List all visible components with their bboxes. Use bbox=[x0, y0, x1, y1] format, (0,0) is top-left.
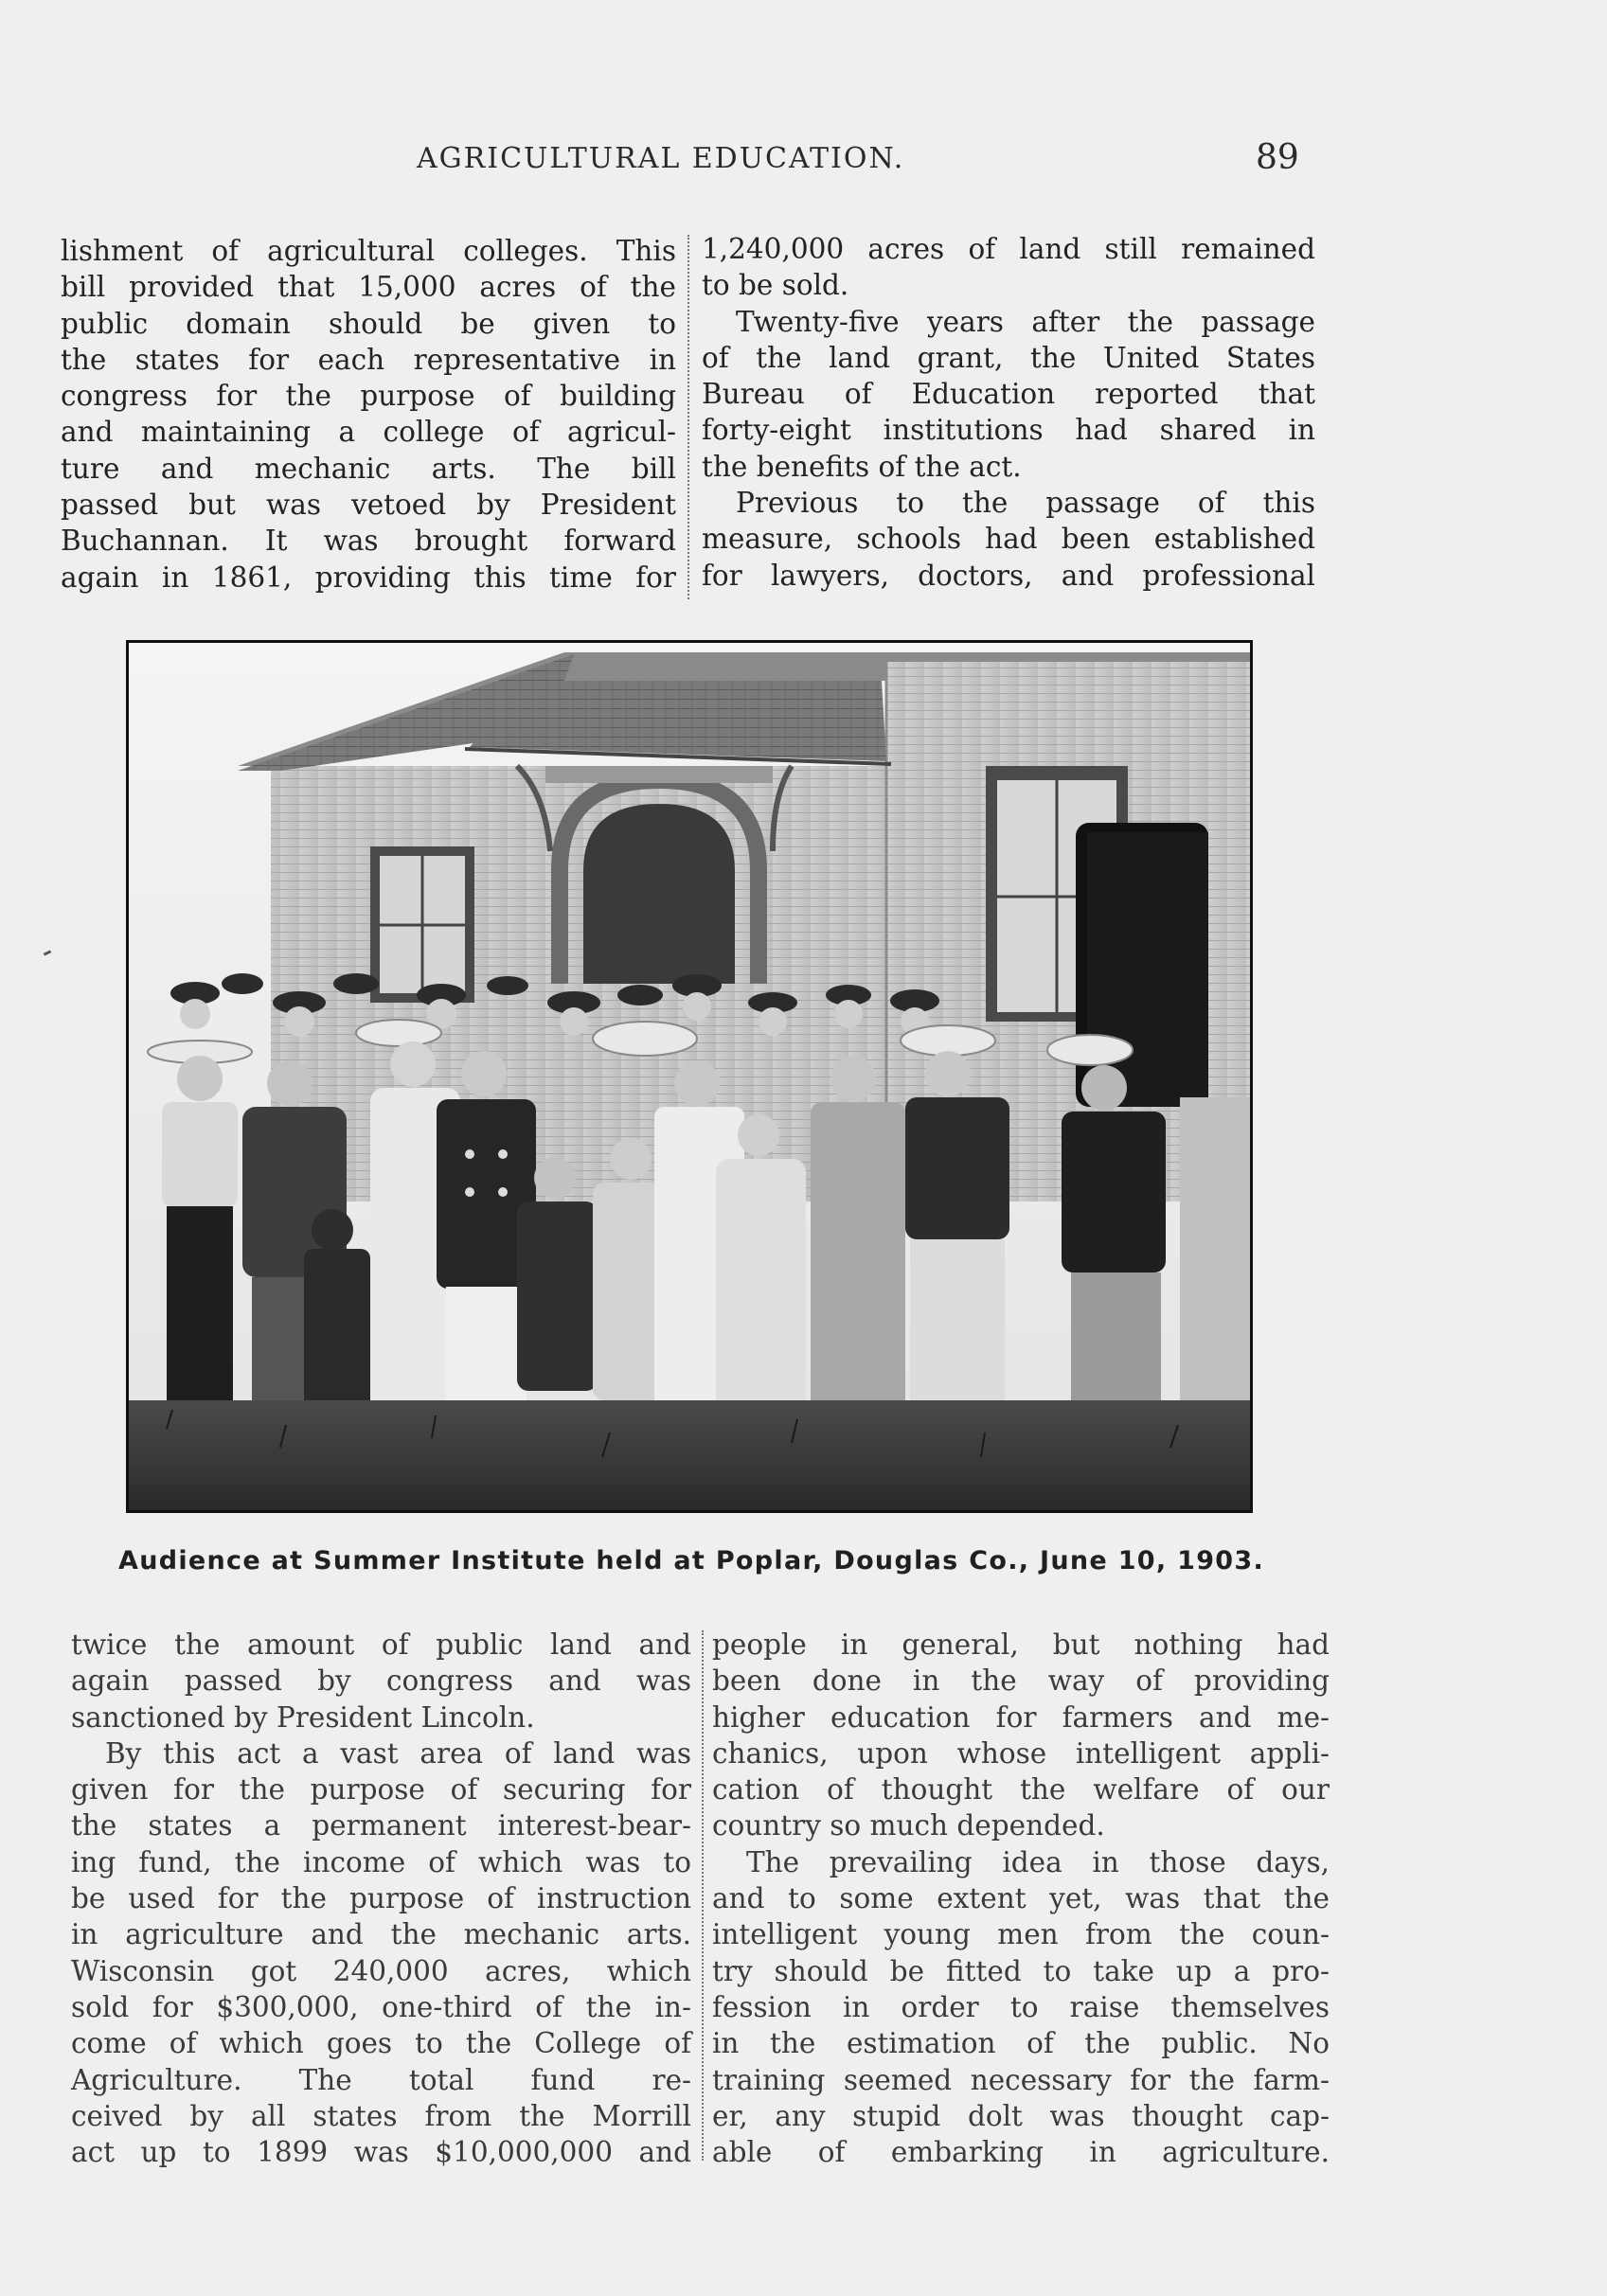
text-line: forty-eight institutions had shared in bbox=[702, 414, 1315, 447]
text-line: higher education for farmers and me- bbox=[712, 1700, 1330, 1734]
text-line: the states for each representative in bbox=[61, 343, 676, 376]
column-divider bbox=[702, 1630, 704, 2161]
text-line: ing fund, the income of which was to bbox=[71, 1845, 691, 1878]
top-right-column bbox=[702, 231, 1315, 594]
text-line: twice the amount of public land and bbox=[71, 1629, 691, 1661]
text-line: able of embarking in agriculture. bbox=[712, 2136, 1330, 2169]
text-line: and to some extent yet, was that the bbox=[712, 1882, 1330, 1915]
text-line: fession in order to raise themselves bbox=[712, 1990, 1330, 2023]
text-line: intelligent young men from the coun- bbox=[712, 1918, 1330, 1951]
running-title: AGRICULTURAL EDUCATION. bbox=[417, 142, 905, 175]
text-line: be used for the purpose of instruction bbox=[71, 1882, 691, 1915]
text-line: and maintaining a college of agricul- bbox=[61, 416, 676, 449]
text-line: By this act a vast area of land was bbox=[105, 1736, 691, 1770]
text-line: cation of thought the welfare of our bbox=[712, 1773, 1330, 1807]
text-line: chanics, upon whose intelligent appli- bbox=[712, 1736, 1330, 1770]
text-line: ture and mechanic arts. The bill bbox=[61, 452, 676, 485]
text-line: bill provided that 15,000 acres of the bbox=[61, 271, 676, 304]
text-line: Bureau of Education reported that bbox=[702, 378, 1315, 411]
text-line: public domain should be given to bbox=[61, 307, 676, 340]
text-line: Buchannan. It was brought forward bbox=[61, 525, 676, 558]
column-divider bbox=[687, 235, 689, 599]
text-line: passed but was vetoed by President bbox=[61, 489, 676, 522]
text-line: come of which goes to the College of bbox=[71, 2027, 691, 2060]
text-line: ceived by all states from the Morrill bbox=[71, 2099, 691, 2132]
text-line: sold for $300,000, one-third of the in- bbox=[71, 1990, 691, 2023]
page-number: 89 bbox=[1256, 138, 1299, 177]
text-line: act up to 1899 was $10,000,000 and bbox=[71, 2136, 691, 2169]
text-line: the states a permanent interest-bear- bbox=[71, 1809, 691, 1842]
text-line: Agriculture. The total fund re- bbox=[71, 2063, 691, 2096]
text-line: in agriculture and the mechanic arts. bbox=[71, 1918, 691, 1951]
text-line: again in 1861, providing this time for bbox=[61, 561, 676, 594]
photograph bbox=[126, 640, 1253, 1513]
bottom-left-column bbox=[71, 1627, 691, 2170]
photo-caption: Audience at Summer Institute held at Poplar, Douglas Co., June 10, 1903. bbox=[118, 1546, 1265, 1575]
text-line: congress for the purpose of building bbox=[61, 380, 676, 413]
text-line: the benefits of the act. bbox=[702, 450, 1022, 483]
text-line: of the land grant, the United States bbox=[702, 341, 1315, 374]
text-line: to be sold. bbox=[702, 269, 849, 302]
text-line: Wisconsin got 240,000 acres, which bbox=[71, 1954, 691, 1987]
text-line: lishment of agricultural colleges. This bbox=[61, 235, 676, 267]
schoolhouse-group-photo bbox=[129, 643, 1250, 1510]
text-line: The prevailing idea in those days, bbox=[746, 1845, 1330, 1878]
text-line: sanctioned by President Lincoln. bbox=[71, 1700, 535, 1734]
bottom-right-column bbox=[712, 1627, 1330, 2170]
text-line: try should be fitted to take up a pro- bbox=[712, 1954, 1330, 1987]
text-line: er, any stupid dolt was thought cap- bbox=[712, 2099, 1330, 2132]
top-left-column bbox=[61, 233, 676, 596]
text-line: in the estimation of the public. No bbox=[712, 2027, 1330, 2060]
text-line: again passed by congress and was bbox=[71, 1664, 691, 1698]
text-line: been done in the way of providing bbox=[712, 1664, 1330, 1698]
text-line: Twenty-five years after the passage bbox=[736, 305, 1315, 338]
text-line: training seemed necessary for the farm- bbox=[712, 2063, 1330, 2096]
text-line: measure, schools had been established bbox=[702, 523, 1315, 556]
text-line: 1,240,000 acres of land still remained bbox=[702, 233, 1315, 265]
text-line: for lawyers, doctors, and professional bbox=[702, 559, 1315, 592]
text-line: Previous to the passage of this bbox=[736, 487, 1315, 520]
text-line: given for the purpose of securing for bbox=[71, 1773, 691, 1807]
text-line: country so much depended. bbox=[712, 1809, 1105, 1842]
print-speck bbox=[44, 950, 52, 955]
text-line: people in general, but nothing had bbox=[712, 1629, 1330, 1661]
